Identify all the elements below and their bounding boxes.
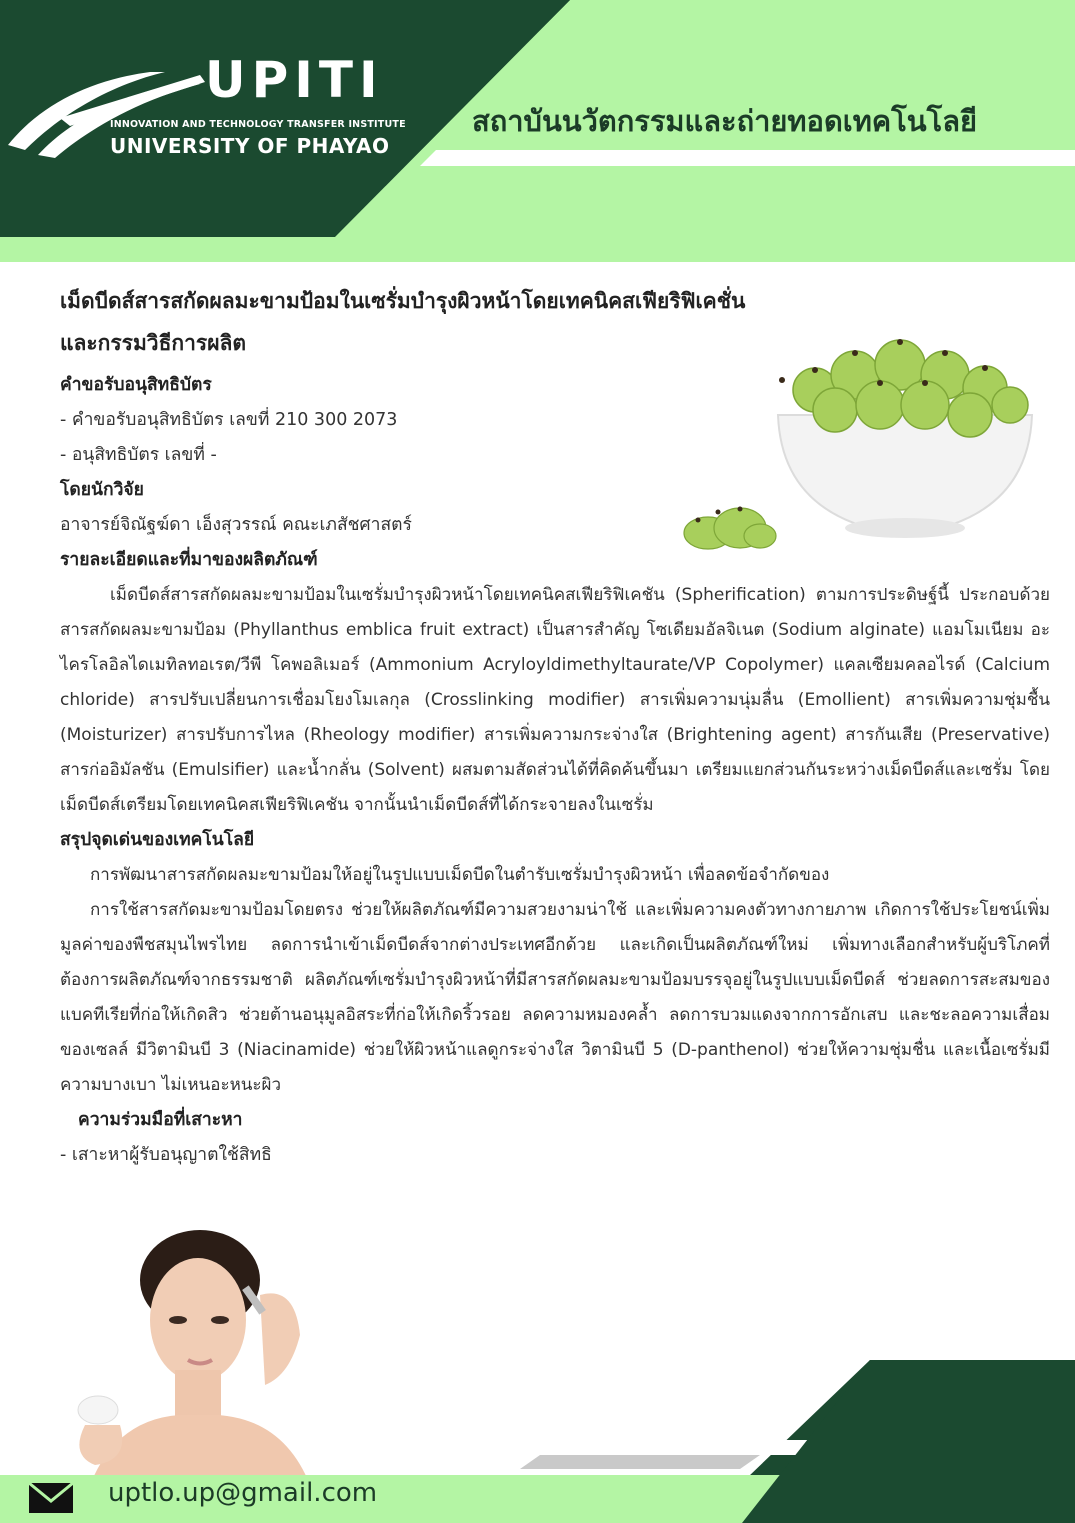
contact-email[interactable]: uptlo.up@gmail.com [108, 1478, 378, 1508]
highlights-first-line: การพัฒนาสารสกัดผลมะขามป้อมให้อยู่ในรูปแบบเม็ดบีดในตำรับเซรั่มบำรุงผิวหน้า เพื่อลดข้อจำกัดของ [90, 865, 830, 885]
details-heading: รายละเอียดและที่มาของผลิตภัณฑ์ [60, 550, 318, 570]
header-title: สถาบันนวัตกรรมและถ่ายทอดเทคโนโลยี [472, 104, 977, 138]
logo-wordmark: UPITI [205, 51, 384, 109]
logo-university-text: UNIVERSITY OF PHAYAO [110, 134, 390, 158]
document-title-line2: และกรรมวิธีการผลิต [60, 331, 247, 355]
patent-heading: คำขอรับอนุสิทธิบัตร [60, 375, 212, 395]
patent-grant: - อนุสิทธิบัตร เลขที่ - [60, 445, 217, 465]
mail-icon [28, 1482, 74, 1514]
patent-application: - คำขอรับอนุสิทธิบัตร เลขที่ 210 300 2073 [60, 410, 398, 430]
document-body [60, 280, 1050, 1173]
document-title-line1: เม็ดบีดส์สารสกัดผลมะขามป้อมในเซรั่มบำรุงผิวหน้าโดยเทคนิคสเฟียริฟิเคชั่น [60, 289, 746, 313]
researcher-heading: โดยนักวิจัย [60, 480, 144, 500]
logo-institute-text: INNOVATION AND TECHNOLOGY TRANSFER INSTITUTE [110, 119, 406, 130]
details-paragraph: เม็ดบีดส์สารสกัดผลมะขามป้อมในเซรั่มบำรุงผิวหน้าโดยเทคนิคสเฟียริฟิเคชัน (Spherification) ตามการประดิษฐ์นี้ ประกอบด้วย สารสกัดผลมะขามป้อม (Phyllanthus emblica fruit extract) เป็นสารสำคัญ โซเดียมอัลจิเนต (Sodium alginate) แอมโมเนียม อะไครโลอิลไดเมทิลทอเรต/วีพี โคพอลิเมอร์ (Ammonium Acryloyldimethyltaurate/VP Copolymer) แคลเซียมคลอไรด์ (Calcium chloride) สารปรับเปลี่ยนการเชื่อมโยงโมเลกุล (Crosslinking modifier) สารเพิ่มความนุ่มลื่น (Emollient) สารเพิ่มความชุ่มชื้น (Moisturizer) สารปรับการไหล (Rheology modifier) สารเพิ่มความกระจ่างใส (Brightening agent) สารกันเสีย (Preservative) สารก่ออิมัลชัน (Emulsifier) และน้ำกลั่น (Solvent) ผสมตามสัดส่วนได้ที่คิดค้นขึ้นมา เตรียมแยกส่วนกันระหว่างเม็ดบีดส์และเซรั่ม โดยเม็ดบีดส์เตรียมโดยเทคนิคสเฟียริฟิเคชัน จากนั้นนำเม็ดบีดส์ที่ได้กระจายลงในเซรั่ม [60, 585, 1050, 815]
researcher-name: อาจารย์จิณัฐฆ์ดา เอ็งสุวรรณ์ คณะเภสัชศาสตร์ [60, 515, 412, 535]
highlights-paragraph: การใช้สารสกัดมะขามป้อมโดยตรง ช่วยให้ผลิตภัณฑ์มีความสวยงามน่าใช้ และเพิ่มความคงตัวทางกายภาพ เกิดการใช้ประโยชน์เพิ่มมูลค่าของพืชสมุนไพรไทย ลดการนำเข้าเม็ดบีดส์จากต่างประเทศอีกด้วย และเกิดเป็นผลิตภัณฑ์ใหม่ เพิ่มทางเลือกสำหรับผู้บริโภคที่ต้องการผลิตภัณฑ์จากธรรมชาติ ผลิตภัณฑ์เซรั่มบำรุงผิวหน้าที่มีสารสกัดผลมะขามป้อมบรรจุอยู่ในรูปแบบเม็ดบีดส์ ช่วยลดการสะสมของแบคทีเรียที่ก่อให้เกิดสิว ช่วยต้านอนุมูลอิสระที่ก่อให้เกิดริ้วรอย ลดความหมองคล้ำ ลดการบวมแดงจากการอักเสบ และชะลอความเสื่อมของเซลล์ มีวิตามินบี 3 (Niacinamide) ช่วยให้ผิวหน้าแลดูกระจ่างใส วิตามินบี 5 (D-panthenol) ช่วยให้ความชุ่มชื่น และเนื้อเซรั่มมีความบางเบา ไม่เหนอะหนะผิว [60, 900, 1050, 1095]
cooperation-heading: ความร่วมมือที่เสาะหา [78, 1110, 243, 1130]
cooperation-item: - เสาะหาผู้รับอนุญาตใช้สิทธิ [60, 1145, 272, 1165]
highlights-heading: สรุปจุดเด่นของเทคโนโลยี [60, 830, 255, 850]
